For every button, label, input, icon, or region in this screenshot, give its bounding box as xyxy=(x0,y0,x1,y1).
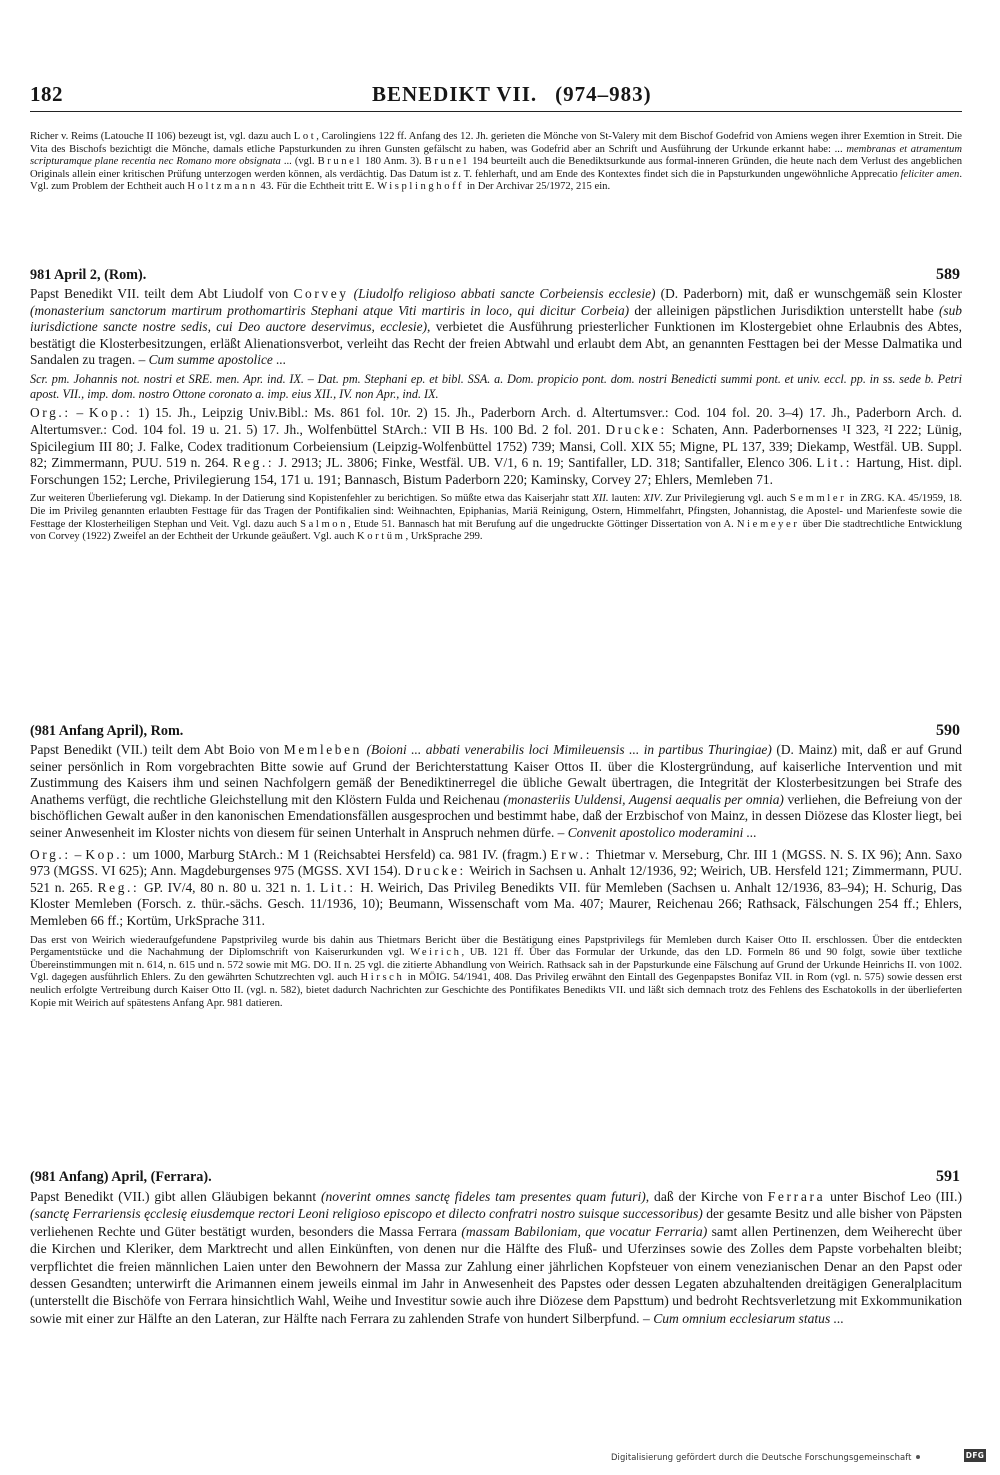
entry-apparatus: Org.: – Kop.: um 1000, Marburg StArch.: M 1 (Reichsabtei Hersfeld) ca. 981 IV. (fragm.) Erw.: Thietmar v. Merseburg, Chr. III 1 (MGSS. N. S. IX 96); Ann. Saxo 973 (MGSS. VI 625); Ann. Magdeburgenses 975 (MGSS. XVI 154). Drucke: Weirich in Sachsen u. Anhalt 12/1936, 92; Weirich, UB. Hersfeld 121; Zimmermann, PUU. 521 n. 265. Reg.: GP. IV/4, 80 n. 80 u. 321 n. 1. Lit.: H. Weirich, Das Privileg Benedikts VII. für Memleben (Sachsen u. Anhalt 12/1936, 83–94); H. Schurig, Das Kloster Memleben (Forsch. z. thür.-sächs. Gesch. 11/1936, 10); Beumann, Wissenschaft vom Ma. 407; Maurer, Reichenau 266; Rathsack, Fälschungen 254 ff.; Ehlers, Memleben 66 ff.; Kortüm, UrkSprache 311. xyxy=(30,846,962,928)
entry-apparatus: Org.: – Kop.: 1) 15. Jh., Leipzig Univ.Bibl.: Ms. 861 fol. 10r. 2) 15. Jh., Paderborn Arch. d. Altertumsver.: Cod. 104 fol. 20. 3–4) 17. Jh., Paderborn Arch. d. Altertumsver.: Cod. 104 fol. 19 u. 21. 5) 17. Jh., Wolfenbüttel StArch.: VII B Hs. 100 Bd. 2 fol. 201. Drucke: Schaten, Ann. Paderbornenses ¹I 323, ²I 222; Lünig, Spicilegium III 80; J. Falke, Codex traditionum Corbeiensium (Leipzig-Wolfenbüttel 1752) 739; Mansi, Coll. XIX 55; Migne, PL 137, 339; Diekamp, Westfäl. UB. Suppl. 82; Zimmermann, PUU. 519 n. 264. Reg.: J. 2913; JL. 3806; Finke, Westfäl. UB. V/1, 6 n. 19; Santifaller, LD. 318; Santifaller, Elenco 306. Lit.: Hartung, Hist. dipl. Forschungen 152; Lerche, Privilegierung 154, 171 u. 191; Bannasch, Bistum Paderborn 220; Kaminsky, Corvey 27; Ehlers, Memleben 71. xyxy=(30,405,962,487)
entry-number: 590 xyxy=(936,722,960,739)
entry-note: Das erst von Weirich wiederaufgefundene Papstprivileg wurde bis dahin aus Thietmars Bericht über die Bestätigung eines Papstprivilegs für Memleben durch Kaiser Otto II. erschlossen. Über die entdeckten Pergamentstücke und die Nachahmung der Diplomschrift von Kaiserurkunden vgl. Weirich, UB. 121 ff. Über das Formular der Urkunde, das den LD. Formeln 86 und 90 folgt, sowie über textliche Übereinstimmungen mit n. 614, n. 615 und n. 572 sowie mit MG. DO. II n. 25 vgl. die zitierte Abhandlung von Weirich. Rathsack sah in der Papsturkunde eine Fälschung auf Grund der Urkunde Heinrichs II. von 1002. Vgl. dagegen ausführlich Ehlers. Zu den gewährten Schutzrechten vgl. auch Hirsch in MÖIG. 54/1941, 408. Das Privileg erwähnt den Eintall des Gegenpapstes Bonifaz VII. in Rom (vgl. n. 575) sowie dessen erst neulich erfolgte Vertreibung durch Kaiser Otto II. (vgl. n. 582), bietet dadurch Nachrichten zur Geschichte des Pontifikates Benedikts VII. und läßt sich demnach trotz des Fehlens des Eschatokolls in der überlieferten Kopie mit Weirich auf spätestens Anfang Apr. 981 datieren. xyxy=(30,934,963,1009)
header-rule xyxy=(30,111,962,112)
note-top-text: Richer v. Reims (Latouche II 106) bezeugt ist, vgl. dazu auch Lot, Carolingiens 122 ff. Anfang des 12. Jh. gerieten die Mönche von St-Valery mit dem Bischof Godefrid von Amiens wegen ihrer Exemtion in Streit. Die Vita des Bischofs bezichtigt die Mönche, damals etliche Papsturkunden zu ihren Gunsten gefälscht zu haben, was Godefrid aber an Schrift und Ausführung der Urkunde erkannt habe: ... membranas et atramentum scripturamque plane recentia nec Romano more obsignata ... (vgl. Brunel 180 Anm. 3). Brunel 194 beurteilt auch die Benediktsurkunde aus formal-inneren Gründen, die heute nach dem Verlust des angeblichen Originals allein einer kritischen Prüfung unterzogen werden können, als verdächtig. Das Datum ist z. T. fehlerhaft, und am Ende des Kontextes findet sich die in Papsturkunden ungewöhnliche Apprecatio feliciter amen. Vgl. zum Problem der Echtheit auch Holtzmann 43. Für die Echtheit tritt E. Wisplinghoff in Der Archivar 25/1972, 215 ein. xyxy=(30,131,963,193)
entry-note: Zur weiteren Überlieferung vgl. Diekamp. In der Datierung sind Kopistenfehler zu berichtigen. So müßte etwa das Kaiserjahr statt XII. lauten: XIV. Zur Privilegierung vgl. auch Semmler in ZRG. KA. 45/1959, 18. Die im Privileg genannten erlaubten Festtage für das Tragen der Pontifikalien sind: Weihnachten, Epiphanias, Mariä Reinigung, Ostern, Himmelfahrt, Pfingsten, Johannistag, die Apostel- und Marienfeste sowie die Festtage der Klosterheiligen Stephan und Veit. Vgl. dazu auch Salmon, Etude 51. Bannasch hat mit Berufung auf die ungedruckte Göttinger Dissertation von A. Niemeyer über Die stadtrechtliche Entwicklung von Corvey (1922) Zweifel an der Echtheit der Urkunde geäußert. Vgl. auch Kortüm, UrkSprache 299. xyxy=(30,493,963,543)
entry-date: (981 Anfang April), Rom. xyxy=(30,723,184,739)
pope-title: BENEDIKT VII. xyxy=(372,82,538,106)
entry-header xyxy=(30,1168,962,1186)
entry-header xyxy=(30,266,962,284)
separator-dot xyxy=(916,1455,920,1459)
page-header xyxy=(30,82,962,114)
entry-590 xyxy=(30,722,962,1010)
entry-number: 591 xyxy=(936,1168,960,1185)
note-top xyxy=(30,131,962,194)
entry-591 xyxy=(30,1168,962,1327)
entry-header xyxy=(30,722,962,740)
entry-scriptum: Scr. pm. Johannis not. nostri et SRE. men. Apr. ind. IX. – Dat. pm. Stephani ep. et bibl. SSA. a. Dom. propicio pont. dom. nostri Benedicti summi pont. et univ. eccl. pp. in ss. sede b. Petri apost. VII., imp. dom. nostro Ottone coronato a. imp. eius XII., IV. non Apr., ind. IX. xyxy=(30,371,962,402)
entry-date: 981 April 2, (Rom). xyxy=(30,267,147,283)
entry-regest: Papst Benedikt VII. teilt dem Abt Liudolf von Corvey (Liudolfo religioso abbati sancte Corbeiensis ecclesie) (D. Paderborn) mit, daß er wunschgemäß sein Kloster (monasterium sanctorum martirum prothomartiris Stephani atque Viti martiris in loco, qui dicitur Corbeia) der alleinigen päpstlichen Jurisdiktion unterstellt habe (sub iurisdictione sancte nostre sedis, cui Deo auctore deservimus, ecclesie), verbietet die Ausführung priesterlicher Funktionen im Klostergebiet ohne Erlaubnis des Abtes, bestätigt die Klosterbesitzungen, erläßt Alienationsverbot, verleiht das Recht der freien Abtwahl und erlaubt dem Abt, an genannten Festtagen bei der Messe Dalmatika und Sandalen zu tragen. – Cum summe apostolice ... xyxy=(30,286,962,368)
entry-date: (981 Anfang) April, (Ferrara). xyxy=(30,1169,212,1185)
funding-note: Digitalisierung gefördert durch die Deutsche Forschungsgemeinschaft xyxy=(611,1452,924,1462)
entry-regest: Papst Benedikt (VII.) teilt dem Abt Boio von Memleben (Boioni ... abbati venerabilis loci Mimileuensis ... in partibus Thuringiae) (D. Mainz) mit, daß er auf Grund seiner persönlich in Rom vorgebrachten Bitte sowie auf Grund der Berichterstattung Kaiser Ottos II. über die Klostergründung, auf kaiserliche Intervention und mit Zustimmung des Kaisers ihm und seinen Nachfolgern gemäß der Benediktinerregel die übliche Gewalt übertragen, die Integrität der Klosterbesitzungen bei Strafe des Anathems verfügt, die rechtliche Gleichstellung mit den Klöstern Fulda und Reichenau (monasteriis Uuldensi, Augensi aequalis per omnia) verliehen, die Befreiung von der bischöflichen Gewalt außer in den kanonischen Emendationsfällen ausgesprochen und bestimmt habe, daß der Erzbischof von Mainz, in dessen Diözese das Kloster liegt, bei seiner Anwesenheit im Kloster nichts von diesem für seinen Unterhalt in Anspruch nehmen dürfe. – Convenit apostolico moderamini ... xyxy=(30,742,962,840)
pontificate-years: (974–983) xyxy=(555,82,652,106)
dfg-logo: DFG xyxy=(965,1451,985,1460)
page-number: 182 xyxy=(30,82,63,106)
entry-589 xyxy=(30,266,962,544)
entry-regest: Papst Benedikt (VII.) gibt allen Gläubigen bekannt (noverint omnes sanctę fideles tam presentes quam futuri), daß der Kirche von Ferrara unter Bischof Leo (III.) (sanctę Ferrariensis ęcclesię eiusdemque rectori Leoni religioso episcopo et dilecto confratri nostro suisque successoribus) der gesamte Besitz und alle bisher von Päpsten verliehenen Rechte und Güter bestätigt wurden, besonders die Massa Ferrara (massam Babiloniam, que vocatur Ferraria) samt allen Pertinenzen, dem Weiherecht über die Kirchen und Kleriker, dem Marktrecht und allen Einkünften, von denen nur die Hälfte des Fluß- und Uferzinses sowie des Zolles dem Papste vorbehalten bleibt; verpflichtet die freien männlichen Laien unter den Bewohnern der Massa zur Zahlung einer jährlichen Kopfsteuer von einem venezianischen Denar an den Papst oder dessen Gesandten; unterwirft die Arimannen einem jeweils einmal im Jahr in Anwesenheit des Papstes oder dessen Legaten abzuhaltenden dreitägigen Generalplacitum (unterstellt die Bischöfe von Ferrara hinsichtlich Wahl, Weihe und Investitur sowie auch ihre Diözese dem Papsttum) und bedroht Rechtsverletzung mit Exkommunikation sowie mit einer zur Hälfte an den Lateran, zur Hälfte nach Ferrara zu zahlenden Strafe von hundert Silberpfund. – Cum omnium ecclesiarum status ... xyxy=(30,1189,962,1326)
running-title xyxy=(372,82,652,107)
digitization-footer xyxy=(611,1449,986,1465)
entry-number: 589 xyxy=(936,266,960,283)
